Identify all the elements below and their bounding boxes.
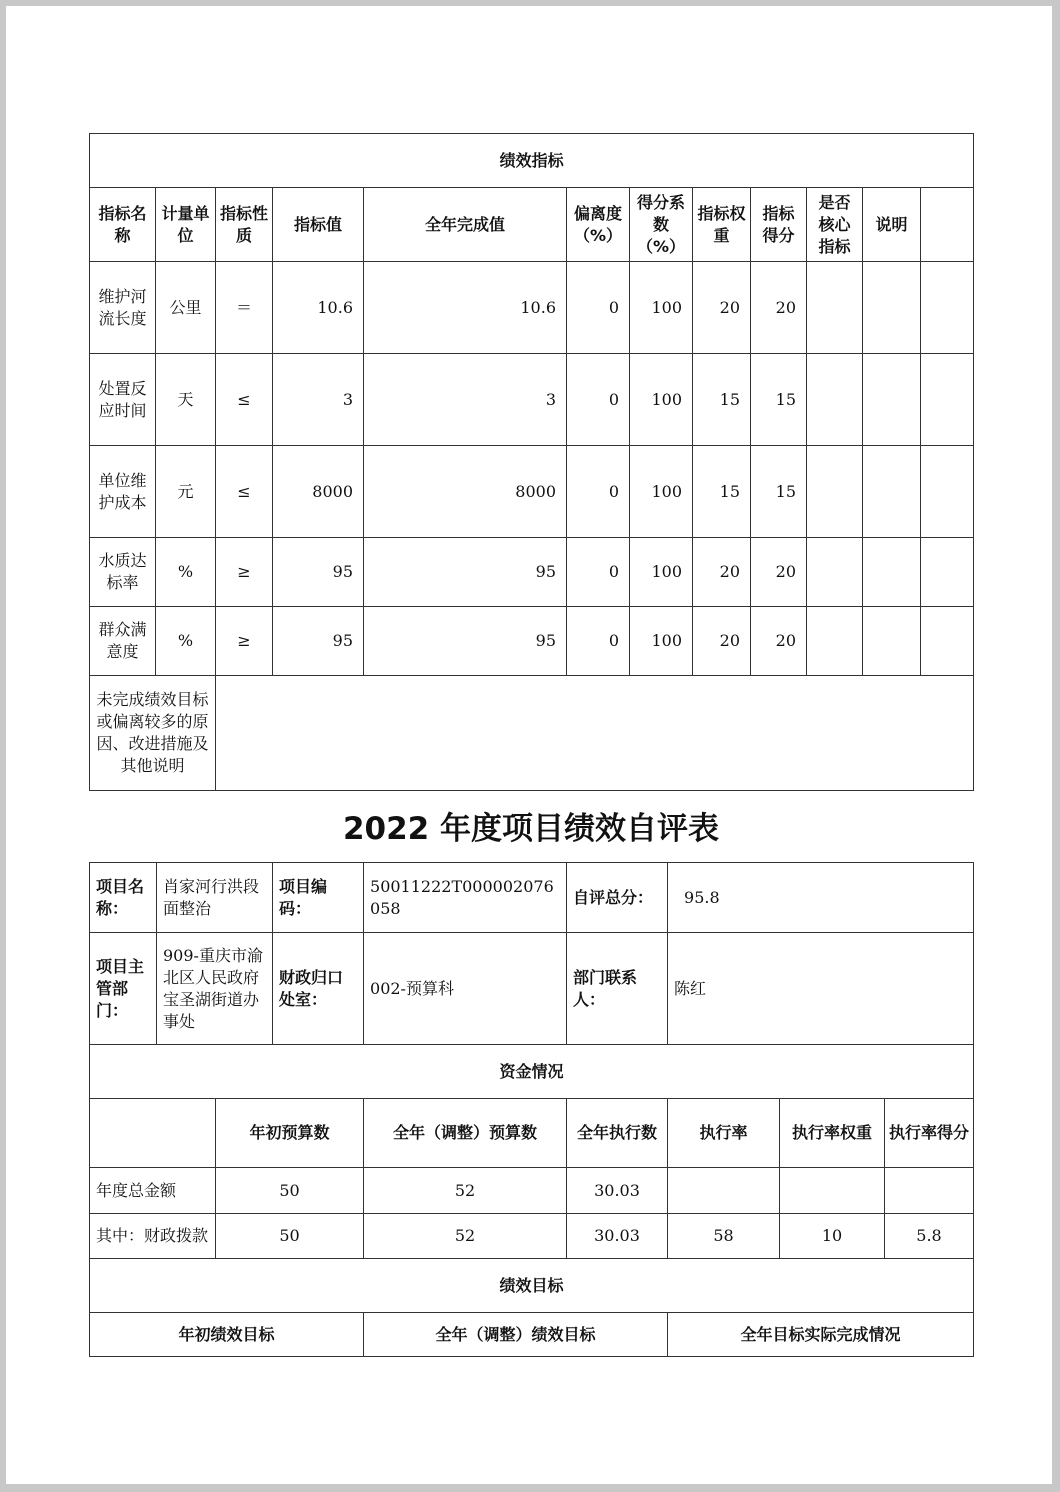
indicator-deviation: 0	[567, 354, 630, 446]
dept-value: 909-重庆市渝北区人民政府宝圣湖街道办事处	[157, 933, 273, 1045]
col-header: 全年（调整）预算数	[364, 1099, 567, 1168]
table-header-row	[90, 188, 974, 262]
empty-cell	[90, 1099, 216, 1168]
empty-cell	[921, 188, 974, 262]
fund-row-label: 其中：财政拨款	[90, 1214, 216, 1259]
fund-adjusted: 52	[364, 1168, 567, 1214]
empty-cell	[921, 446, 974, 538]
col-header: 全年完成值	[364, 188, 567, 262]
table-row	[90, 538, 974, 607]
fund-rate	[668, 1168, 780, 1214]
indicator-nature: ＝	[216, 262, 273, 354]
indicator-unit: 天	[156, 354, 216, 446]
col-header: 指标值	[273, 188, 364, 262]
col-header: 年初绩效目标	[90, 1313, 364, 1357]
fund-executed: 30.03	[567, 1168, 668, 1214]
section-title-performance: 绩效指标	[90, 134, 974, 188]
fund-rate-score: 5.8	[885, 1214, 974, 1259]
indicator-deviation: 0	[567, 538, 630, 607]
indicator-name: 处置反应时间	[90, 354, 156, 446]
indicator-core	[807, 446, 863, 538]
table-header-row	[90, 1099, 974, 1168]
indicator-weight: 20	[693, 538, 751, 607]
indicator-name: 群众满意度	[90, 607, 156, 676]
reason-label: 未完成绩效目标或偏离较多的原因、改进措施及其他说明	[90, 676, 216, 791]
fund-adjusted: 52	[364, 1214, 567, 1259]
indicator-target: 8000	[273, 446, 364, 538]
performance-indicator-table	[89, 133, 974, 791]
empty-cell	[921, 538, 974, 607]
project-info-row	[90, 863, 974, 933]
fund-rate: 58	[668, 1214, 780, 1259]
table-row	[90, 1168, 974, 1214]
indicator-weight: 20	[693, 262, 751, 354]
empty-cell	[921, 607, 974, 676]
indicator-target: 95	[273, 538, 364, 607]
fund-rate-score	[885, 1168, 974, 1214]
office-value: 002-预算科	[364, 933, 567, 1045]
table-row	[90, 446, 974, 538]
section-title-funds: 资金情况	[90, 1045, 974, 1099]
empty-cell	[921, 262, 974, 354]
indicator-nature: ≥	[216, 538, 273, 607]
empty-cell	[921, 354, 974, 446]
contact-label: 部门联系人：	[567, 933, 668, 1045]
col-header: 执行率权重	[780, 1099, 885, 1168]
col-header: 全年执行数	[567, 1099, 668, 1168]
indicator-score: 20	[751, 262, 807, 354]
col-header: 得分系数（%）	[630, 188, 693, 262]
form-title: 2022 年度项目绩效自评表	[342, 811, 720, 847]
fund-initial: 50	[216, 1168, 364, 1214]
indicator-note	[863, 538, 921, 607]
table-header-row	[90, 1313, 974, 1357]
indicator-actual: 8000	[364, 446, 567, 538]
indicator-score: 15	[751, 354, 807, 446]
indicator-deviation: 0	[567, 262, 630, 354]
col-header: 全年（调整）绩效目标	[364, 1313, 668, 1357]
indicator-score: 15	[751, 446, 807, 538]
document-page	[6, 6, 1052, 1484]
fund-row-label: 年度总金额	[90, 1168, 216, 1214]
indicator-core	[807, 538, 863, 607]
indicator-note	[863, 262, 921, 354]
indicator-coef: 100	[630, 538, 693, 607]
indicator-score: 20	[751, 538, 807, 607]
project-code-label: 项目编码：	[273, 863, 364, 933]
col-header: 指标名称	[90, 188, 156, 262]
indicator-name: 维护河流长度	[90, 262, 156, 354]
indicator-core	[807, 262, 863, 354]
indicator-note	[863, 446, 921, 538]
col-header: 执行率得分	[885, 1099, 974, 1168]
table-row	[90, 354, 974, 446]
fund-initial: 50	[216, 1214, 364, 1259]
indicator-target: 10.6	[273, 262, 364, 354]
contact-value: 陈红	[668, 933, 974, 1045]
col-header: 年初预算数	[216, 1099, 364, 1168]
office-label: 财政归口处室：	[273, 933, 364, 1045]
indicator-weight: 20	[693, 607, 751, 676]
fund-rate-weight	[780, 1168, 885, 1214]
indicator-actual: 95	[364, 538, 567, 607]
section-title-goals: 绩效目标	[90, 1259, 974, 1313]
self-evaluation-table	[89, 862, 974, 1357]
col-header: 指标权重	[693, 188, 751, 262]
indicator-score: 20	[751, 607, 807, 676]
dept-label: 项目主管部门：	[90, 933, 157, 1045]
indicator-core	[807, 354, 863, 446]
col-header: 说明	[863, 188, 921, 262]
col-header: 指标性质	[216, 188, 273, 262]
indicator-unit: %	[156, 607, 216, 676]
indicator-actual: 95	[364, 607, 567, 676]
indicator-actual: 3	[364, 354, 567, 446]
col-header: 偏离度（%）	[567, 188, 630, 262]
col-header: 是否核心指标	[807, 188, 863, 262]
indicator-coef: 100	[630, 262, 693, 354]
indicator-note	[863, 354, 921, 446]
col-header: 全年目标实际完成情况	[668, 1313, 974, 1357]
reason-value	[216, 676, 974, 791]
table-row	[90, 1214, 974, 1259]
fund-executed: 30.03	[567, 1214, 668, 1259]
indicator-target: 95	[273, 607, 364, 676]
project-name-label: 项目名称：	[90, 863, 157, 933]
col-header: 指标得分	[751, 188, 807, 262]
project-name-value: 肖家河行洪段面整治	[157, 863, 273, 933]
indicator-coef: 100	[630, 354, 693, 446]
table-row	[90, 262, 974, 354]
indicator-core	[807, 607, 863, 676]
col-header: 执行率	[668, 1099, 780, 1168]
col-header: 计量单位	[156, 188, 216, 262]
indicator-coef: 100	[630, 607, 693, 676]
indicator-deviation: 0	[567, 446, 630, 538]
fund-rate-weight: 10	[780, 1214, 885, 1259]
indicator-unit: 公里	[156, 262, 216, 354]
indicator-coef: 100	[630, 446, 693, 538]
reason-row	[90, 676, 974, 791]
indicator-actual: 10.6	[364, 262, 567, 354]
indicator-nature: ≤	[216, 354, 273, 446]
project-code-value: 50011222T000002076058	[364, 863, 567, 933]
indicator-weight: 15	[693, 446, 751, 538]
indicator-weight: 15	[693, 354, 751, 446]
score-label: 自评总分：	[567, 863, 668, 933]
indicator-note	[863, 607, 921, 676]
indicator-unit: 元	[156, 446, 216, 538]
indicator-name: 水质达标率	[90, 538, 156, 607]
indicator-unit: %	[156, 538, 216, 607]
score-value: 95.8	[668, 863, 974, 933]
indicator-target: 3	[273, 354, 364, 446]
indicator-deviation: 0	[567, 607, 630, 676]
indicator-nature: ≤	[216, 446, 273, 538]
table-row	[90, 607, 974, 676]
indicator-name: 单位维护成本	[90, 446, 156, 538]
project-dept-row	[90, 933, 974, 1045]
indicator-nature: ≥	[216, 607, 273, 676]
